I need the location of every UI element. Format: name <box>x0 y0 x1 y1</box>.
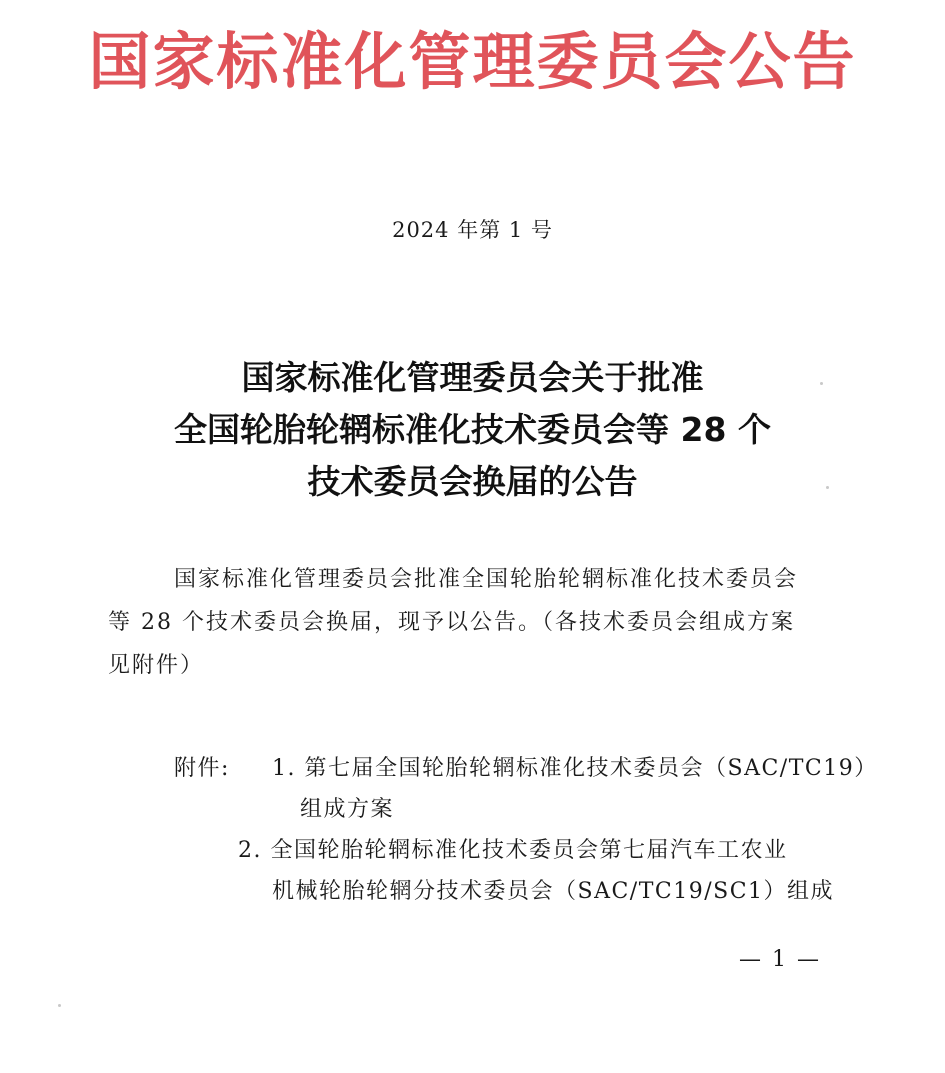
announcement-body <box>108 558 838 687</box>
paper-speck <box>820 382 823 385</box>
attachment-row <box>174 789 854 830</box>
body-line-1: 国家标准化管理委员会批准全国轮胎轮辋标准化技术委员会 <box>174 567 799 592</box>
title-line-3: 技术委员会换届的公告 <box>307 462 638 501</box>
attachment-row <box>174 748 878 789</box>
attachment-label: 附件: <box>174 756 230 781</box>
attachment-item-1-line-1: 第七届全国轮胎轮辋标准化技术委员会（SAC/TC19） <box>304 756 878 781</box>
paper-speck <box>58 1004 61 1007</box>
attachment-marker: 1. <box>272 756 296 781</box>
document-number: 2024 年第 1 号 <box>392 218 553 242</box>
attachment-item-1-line-2: 组成方案 <box>300 797 395 822</box>
attachment-item-2 <box>238 830 788 871</box>
body-line-2: 等 28 个技术委员会换届，现予以公告。（各技术委员会组成方案 <box>108 610 795 635</box>
paper-speck <box>826 486 829 489</box>
body-line-3: 见附件） <box>108 653 205 678</box>
attachment-marker: 2. <box>238 838 262 863</box>
attachment-item-2-line-2: 机械轮胎轮辋分技术委员会（SAC/TC19/SC1）组成 <box>272 879 835 904</box>
attachment-item-1 <box>272 748 878 789</box>
announcement-title <box>0 352 945 508</box>
page-number: — 1 — <box>739 947 821 972</box>
title-line-2: 全国轮胎轮辋标准化技术委员会等 28 个 <box>174 410 771 449</box>
attachment-row <box>174 871 854 912</box>
masthead-title: 国家标准化管理委员会公告 <box>88 25 857 98</box>
attachment-item-2-line-1: 全国轮胎轮辋标准化技术委员会第七届汽车工农业 <box>270 838 788 863</box>
attachment-list <box>174 748 878 912</box>
title-line-1: 国家标准化管理委员会关于批准 <box>241 358 704 397</box>
attachment-row <box>174 830 854 871</box>
